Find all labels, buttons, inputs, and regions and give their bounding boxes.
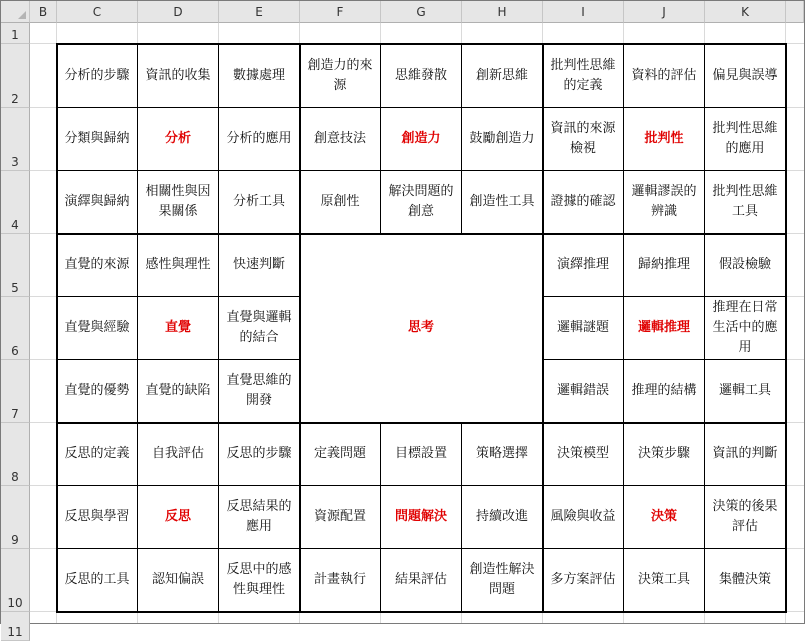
row-header-4[interactable]: 4 xyxy=(1,171,30,234)
cell-e5[interactable]: 快速判斷 xyxy=(218,233,300,297)
cell-c7[interactable]: 直覺的優勢 xyxy=(56,359,138,423)
cell-h8[interactable]: 策略選擇 xyxy=(461,422,543,486)
cell-e3[interactable]: 分析的應用 xyxy=(218,107,300,171)
cell-h2[interactable]: 創新思維 xyxy=(461,43,543,108)
column-header-f[interactable]: F xyxy=(300,1,381,23)
column-header-h[interactable]: H xyxy=(462,1,543,23)
cell-j10[interactable]: 決策工具 xyxy=(623,548,705,612)
column-header-filler xyxy=(786,1,804,23)
block-border-horizontal xyxy=(56,611,787,613)
row-header-7[interactable]: 7 xyxy=(1,360,30,423)
row-header-1[interactable]: 1 xyxy=(1,23,30,44)
cell-k4[interactable]: 批判性思維工具 xyxy=(704,170,786,234)
cell-c2[interactable]: 分析的步驟 xyxy=(56,43,138,108)
cell-d10[interactable]: 認知偏誤 xyxy=(137,548,219,612)
row-header-10[interactable]: 10 xyxy=(1,549,30,612)
cell-k9[interactable]: 決策的後果評估 xyxy=(704,485,786,549)
row-header-3[interactable]: 3 xyxy=(1,108,30,171)
cell-j9[interactable]: 決策 xyxy=(623,485,705,549)
cell-g8[interactable]: 目標設置 xyxy=(380,422,462,486)
cell-c10[interactable]: 反思的工具 xyxy=(56,548,138,612)
cell-f3[interactable]: 創意技法 xyxy=(299,107,381,171)
cell-e2[interactable]: 數據處理 xyxy=(218,43,300,108)
cell-d8[interactable]: 自我評估 xyxy=(137,422,219,486)
row-header-11[interactable]: 11 xyxy=(1,612,30,641)
cell-i8[interactable]: 決策模型 xyxy=(542,422,624,486)
row-header-2[interactable]: 2 xyxy=(1,44,30,108)
cell-g4[interactable]: 解決問題的創意 xyxy=(380,170,462,234)
column-header-j[interactable]: J xyxy=(624,1,705,23)
cell-g9[interactable]: 問題解決 xyxy=(380,485,462,549)
select-all-corner[interactable] xyxy=(1,1,30,23)
cell-i7[interactable]: 邏輯錯誤 xyxy=(542,359,624,423)
block-border-vertical xyxy=(56,43,58,613)
block-border-vertical xyxy=(785,43,787,613)
row-header-8[interactable]: 8 xyxy=(1,423,30,486)
cell-d4[interactable]: 相關性與因果關係 xyxy=(137,170,219,234)
cell-j7[interactable]: 推理的結構 xyxy=(623,359,705,423)
block-border-horizontal xyxy=(56,422,787,424)
block-border-vertical xyxy=(299,43,301,613)
cell-k7[interactable]: 邏輯工具 xyxy=(704,359,786,423)
column-header-d[interactable]: D xyxy=(138,1,219,23)
cell-c6[interactable]: 直覺與經驗 xyxy=(56,296,138,360)
cell-h10[interactable]: 創造性解決問題 xyxy=(461,548,543,612)
cell-f2[interactable]: 創造力的來源 xyxy=(299,43,381,108)
cell-f4[interactable]: 原創性 xyxy=(299,170,381,234)
cell-e9[interactable]: 反思結果的應用 xyxy=(218,485,300,549)
cell-j4[interactable]: 邏輯謬誤的辨識 xyxy=(623,170,705,234)
block-border-horizontal xyxy=(56,43,787,45)
column-header-b[interactable]: B xyxy=(30,1,57,23)
cell-j8[interactable]: 決策步驟 xyxy=(623,422,705,486)
cell-k8[interactable]: 資訊的判斷 xyxy=(704,422,786,486)
cell-k5[interactable]: 假設檢驗 xyxy=(704,233,786,297)
cell-g2[interactable]: 思維發散 xyxy=(380,43,462,108)
cell-e10[interactable]: 反思中的感性與理性 xyxy=(218,548,300,612)
block-border-horizontal xyxy=(56,233,787,235)
cell-c3[interactable]: 分類與歸納 xyxy=(56,107,138,171)
cell-k2[interactable]: 偏見與誤導 xyxy=(704,43,786,108)
cell-j6[interactable]: 邏輯推理 xyxy=(623,296,705,360)
cell-d2[interactable]: 資訊的收集 xyxy=(137,43,219,108)
column-header-c[interactable]: C xyxy=(57,1,138,23)
cell-g10[interactable]: 結果評估 xyxy=(380,548,462,612)
cell-d6[interactable]: 直覺 xyxy=(137,296,219,360)
cell-j3[interactable]: 批判性 xyxy=(623,107,705,171)
cell-i2[interactable]: 批判性思維的定義 xyxy=(542,43,624,108)
row-header-9[interactable]: 9 xyxy=(1,486,30,549)
row-header-5[interactable]: 5 xyxy=(1,234,30,297)
column-header-e[interactable]: E xyxy=(219,1,300,23)
cell-c5[interactable]: 直覺的來源 xyxy=(56,233,138,297)
cell-f9[interactable]: 資源配置 xyxy=(299,485,381,549)
cell-i3[interactable]: 資訊的來源檢視 xyxy=(542,107,624,171)
row-header-6[interactable]: 6 xyxy=(1,297,30,360)
cell-e4[interactable]: 分析工具 xyxy=(218,170,300,234)
cell-e6[interactable]: 直覺與邏輯的結合 xyxy=(218,296,300,360)
cell-j5[interactable]: 歸納推理 xyxy=(623,233,705,297)
cell-k6[interactable]: 推理在日常生活中的應用 xyxy=(704,296,786,360)
cell-i10[interactable]: 多方案評估 xyxy=(542,548,624,612)
cell-f10[interactable]: 計畫執行 xyxy=(299,548,381,612)
cell-e7[interactable]: 直覺思維的開發 xyxy=(218,359,300,423)
cell-k3[interactable]: 批判性思維的應用 xyxy=(704,107,786,171)
cell-c8[interactable]: 反思的定義 xyxy=(56,422,138,486)
cell-i9[interactable]: 風險與收益 xyxy=(542,485,624,549)
block-border-vertical xyxy=(542,43,544,613)
column-header-i[interactable]: I xyxy=(543,1,624,23)
cell-c4[interactable]: 演繹與歸納 xyxy=(56,170,138,234)
cell-d5[interactable]: 感性與理性 xyxy=(137,233,219,297)
cell-h9[interactable]: 持續改進 xyxy=(461,485,543,549)
cell-k10[interactable]: 集體決策 xyxy=(704,548,786,612)
cell-center-merged[interactable]: 思考 xyxy=(299,233,543,423)
cell-d7[interactable]: 直覺的缺陷 xyxy=(137,359,219,423)
cell-g3[interactable]: 創造力 xyxy=(380,107,462,171)
cell-h4[interactable]: 創造性工具 xyxy=(461,170,543,234)
cell-f8[interactable]: 定義問題 xyxy=(299,422,381,486)
cell-d9[interactable]: 反思 xyxy=(137,485,219,549)
cell-e8[interactable]: 反思的步驟 xyxy=(218,422,300,486)
cell-j2[interactable]: 資料的評估 xyxy=(623,43,705,108)
column-header-k[interactable]: K xyxy=(705,1,786,23)
cell-i6[interactable]: 邏輯謎題 xyxy=(542,296,624,360)
cell-d3[interactable]: 分析 xyxy=(137,107,219,171)
cell-i5[interactable]: 演繹推理 xyxy=(542,233,624,297)
cell-c9[interactable]: 反思與學習 xyxy=(56,485,138,549)
cell-h3[interactable]: 鼓勵創造力 xyxy=(461,107,543,171)
cell-i4[interactable]: 證據的確認 xyxy=(542,170,624,234)
column-header-g[interactable]: G xyxy=(381,1,462,23)
